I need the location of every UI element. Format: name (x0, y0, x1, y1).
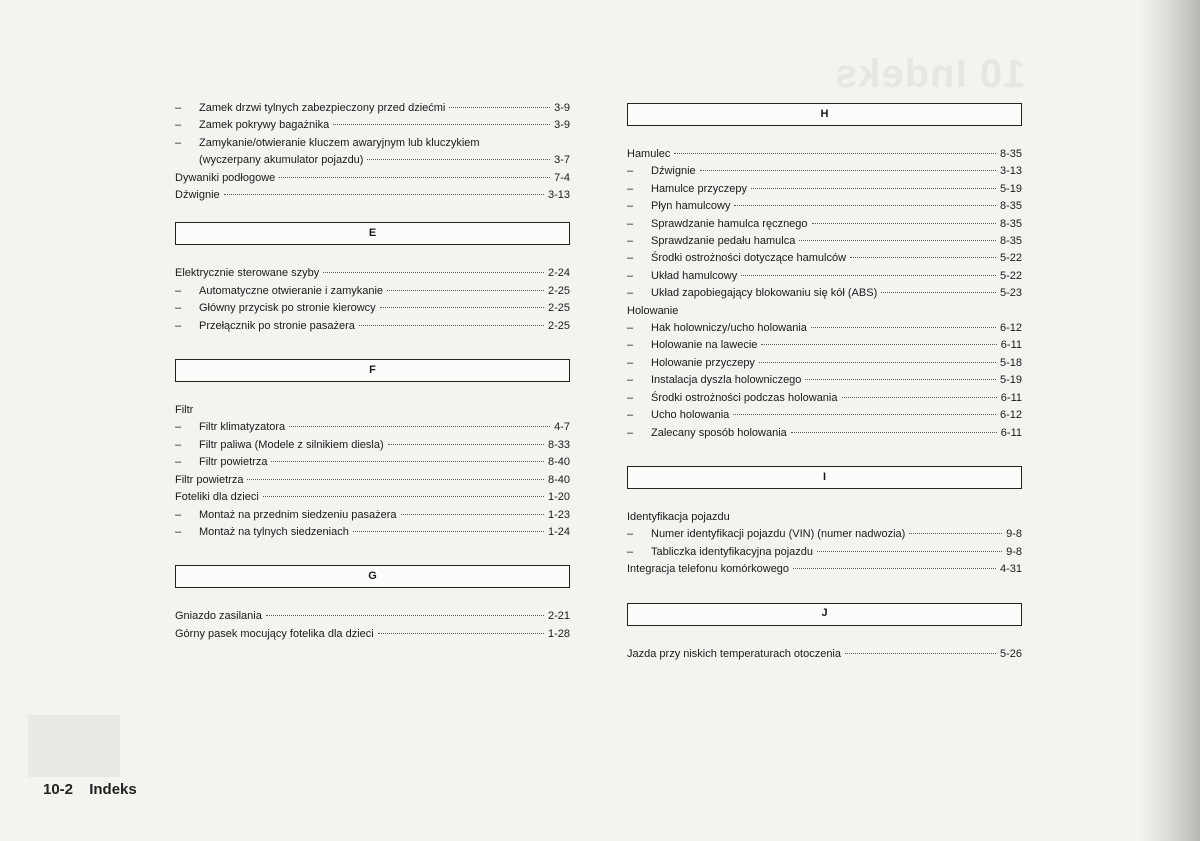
index-subentry (175, 135, 570, 152)
page-footer (43, 781, 137, 798)
index-subentry (175, 283, 570, 300)
index-subentry (627, 320, 1022, 337)
index-subentry (627, 163, 1022, 180)
entry-page: 5-19 (999, 374, 1022, 387)
entry-text: Hak holowniczy/ucho holowania (651, 322, 807, 335)
index-subentry (627, 337, 1022, 354)
bleed-through-title: 10 Indeks (833, 52, 1025, 96)
entry-page: 6-11 (1000, 391, 1022, 404)
entry-dash: – (627, 409, 634, 422)
entry-dash: – (627, 235, 634, 248)
index-column-left (175, 100, 570, 643)
entry-page: 8-33 (547, 438, 570, 451)
section-letter-e: E (175, 222, 570, 245)
index-entry (627, 303, 1022, 320)
entry-page: 4-31 (999, 563, 1022, 576)
index-subentry (175, 437, 570, 454)
entry-page: 6-11 (1000, 339, 1022, 352)
index-subentry (627, 198, 1022, 215)
entry-text: Układ zapobiegający blokowaniu się kół (ABS) (651, 287, 878, 300)
entry-text: Montaż na tylnych siedzeniach (199, 525, 349, 538)
entry-page: 2-24 (547, 267, 570, 280)
index-entry (627, 561, 1022, 578)
index-entry (175, 402, 570, 419)
index-subentry (627, 355, 1022, 372)
entry-page: 1-28 (547, 627, 570, 640)
entry-text: Tabliczka identyfikacyjna pojazdu (651, 545, 814, 558)
footer-label: Indeks (89, 781, 137, 798)
entry-text: Elektrycznie sterowane szyby (175, 267, 320, 280)
leader-dots (359, 325, 544, 326)
entry-text: Filtr powietrza (175, 473, 244, 486)
leader-dots (279, 177, 550, 178)
entry-page: 9-8 (1006, 545, 1022, 558)
index-subentry (627, 216, 1022, 233)
index-entry (627, 146, 1022, 163)
entry-page: 5-22 (999, 269, 1022, 282)
entry-page: 8-35 (999, 200, 1022, 213)
entry-dash: – (175, 525, 182, 538)
leader-dots (323, 272, 544, 273)
leader-dots (817, 551, 1002, 552)
entry-dash: – (175, 136, 182, 149)
entry-page: 5-26 (999, 647, 1022, 660)
entry-text: Foteliki dla dzieci (175, 491, 259, 504)
leader-dots (387, 290, 544, 291)
leader-dots (850, 257, 996, 258)
leader-dots (759, 362, 996, 363)
entry-text: Płyn hamulcowy (651, 200, 731, 213)
leader-dots (224, 194, 544, 195)
index-entry (175, 187, 570, 204)
leader-dots (289, 426, 550, 427)
entry-text: Dźwignie (175, 189, 220, 202)
entry-dash: – (175, 508, 182, 521)
entry-text: Filtr paliwa (Modele z silnikiem diesla) (199, 438, 384, 451)
leader-dots (811, 327, 996, 328)
index-subentry (175, 454, 570, 471)
entry-text: Gniazdo zasilania (175, 610, 262, 623)
entry-dash: – (627, 545, 634, 558)
index-entry (175, 472, 570, 489)
entry-dash: – (627, 356, 634, 369)
entry-dash: – (175, 319, 182, 332)
entry-page: 6-12 (999, 409, 1022, 422)
entry-text: Środki ostrożności dotyczące hamulców (651, 252, 847, 265)
index-subentry (175, 318, 570, 335)
entry-text: Dywaniki podłogowe (175, 171, 276, 184)
entry-page: 8-40 (547, 473, 570, 486)
entry-dash: – (627, 269, 634, 282)
entry-dash: – (175, 456, 182, 469)
entry-text: Ucho holowania (651, 409, 730, 422)
leader-dots (805, 379, 996, 380)
entry-text-continued: (wyczerpany akumulator pojazdu) (199, 154, 364, 167)
leader-dots (700, 170, 996, 171)
index-entry (175, 489, 570, 506)
entry-page: 3-9 (554, 119, 570, 132)
leader-dots (751, 188, 996, 189)
entry-text: Holowanie przyczepy (651, 356, 755, 369)
leader-dots (353, 531, 544, 532)
index-subentry (627, 425, 1022, 442)
entry-dash: – (627, 182, 634, 195)
leader-dots (799, 240, 996, 241)
leader-dots (449, 107, 550, 108)
entry-text: Przełącznik po stronie pasażera (199, 319, 355, 332)
leader-dots (380, 307, 544, 308)
entry-page: 2-25 (547, 302, 570, 315)
leader-dots (333, 124, 550, 125)
entry-text: Zamek pokrywy bagażnika (199, 119, 330, 132)
entry-text: Holowanie na lawecie (651, 339, 758, 352)
section-letter-h: H (627, 103, 1022, 126)
leader-dots (842, 397, 997, 398)
leader-dots (367, 159, 550, 160)
entry-text: Górny pasek mocujący fotelika dla dzieci (175, 627, 374, 640)
leader-dots (791, 432, 997, 433)
entry-dash: – (175, 438, 182, 451)
entry-page: 2-21 (547, 610, 570, 623)
entry-dash: – (175, 302, 182, 315)
leader-dots (378, 633, 544, 634)
entry-page: 3-7 (554, 154, 570, 167)
entry-page: 3-9 (554, 102, 570, 114)
entry-text: Instalacja dyszla holowniczego (651, 374, 802, 387)
leader-dots (401, 514, 544, 515)
index-subentry (627, 233, 1022, 250)
leader-dots (734, 205, 995, 206)
entry-dash: – (627, 200, 634, 213)
index-subentry (627, 181, 1022, 198)
entry-text: Główny przycisk po stronie kierowcy (199, 302, 376, 315)
leader-dots (388, 444, 544, 445)
leader-dots (263, 496, 544, 497)
leader-dots (761, 344, 996, 345)
leader-dots (266, 615, 544, 616)
entry-text: Filtr powietrza (199, 456, 268, 469)
entry-text: Hamulce przyczepy (651, 182, 747, 195)
entry-page: 6-12 (999, 322, 1022, 335)
entry-page: 3-13 (999, 165, 1022, 178)
leader-dots (909, 533, 1002, 534)
entry-page: 8-35 (999, 217, 1022, 230)
index-subentry (627, 390, 1022, 407)
index-subentry (175, 117, 570, 134)
entry-text: Montaż na przednim siedzeniu pasażera (199, 508, 397, 521)
index-subentry (627, 372, 1022, 389)
index-subentry (175, 507, 570, 524)
entry-text: Sprawdzanie pedału hamulca (651, 235, 796, 248)
entry-page: 8-40 (547, 456, 570, 469)
entry-dash: – (627, 339, 634, 352)
index-entry (175, 170, 570, 187)
entry-text: Numer identyfikacji pojazdu (VIN) (numer nadwozia) (651, 528, 906, 541)
entry-text: Integracja telefonu komórkowego (627, 563, 790, 576)
entry-dash: – (175, 284, 182, 297)
index-column-right (627, 103, 1022, 663)
index-subentry (175, 300, 570, 317)
leader-dots (845, 653, 996, 654)
index-entry (627, 646, 1022, 663)
leader-dots (674, 153, 996, 154)
entry-text: Identyfikacja pojazdu (627, 510, 730, 523)
index-subentry (627, 526, 1022, 543)
entry-dash: – (627, 165, 634, 178)
index-subentry (175, 100, 570, 117)
entry-dash: – (627, 374, 634, 387)
corner-shade (28, 715, 120, 777)
index-entry (175, 626, 570, 643)
leader-dots (812, 223, 996, 224)
entry-dash: – (627, 217, 634, 230)
entry-text: Hamulec (627, 148, 671, 160)
index-entry (175, 608, 570, 625)
index-entry (627, 509, 1022, 526)
leader-dots (793, 568, 996, 569)
entry-dash: – (627, 391, 634, 404)
entry-continuation (175, 152, 570, 169)
entry-page: 6-11 (1000, 426, 1022, 439)
entry-text: Filtr (175, 404, 194, 417)
page-edge-shadow (1140, 0, 1200, 841)
entry-page: 5-19 (999, 182, 1022, 195)
entry-dash: – (627, 426, 634, 439)
entry-page: 7-4 (554, 171, 570, 184)
entry-text: Sprawdzanie hamulca ręcznego (651, 217, 808, 230)
section-letter-j: J (627, 603, 1022, 626)
section-letter-g: G (175, 565, 570, 588)
entry-page: 1-24 (547, 525, 570, 538)
entry-text: Holowanie (627, 304, 679, 317)
entry-dash: – (627, 252, 634, 265)
entry-page: 3-13 (547, 189, 570, 202)
entry-dash: – (627, 287, 634, 300)
entry-page: 8-35 (999, 235, 1022, 248)
entry-page: 2-25 (547, 284, 570, 297)
index-subentry (627, 268, 1022, 285)
entry-text: Zalecany sposób holowania (651, 426, 787, 439)
index-subentry (175, 524, 570, 541)
entry-dash: – (175, 102, 182, 114)
index-subentry (175, 419, 570, 436)
entry-text: Filtr klimatyzatora (199, 421, 286, 434)
index-entry (175, 265, 570, 282)
entry-page: 2-25 (547, 319, 570, 332)
index-subentry (627, 544, 1022, 561)
entry-text: Dźwignie (651, 165, 696, 178)
leader-dots (881, 292, 996, 293)
entry-dash: – (627, 528, 634, 541)
index-subentry (627, 407, 1022, 424)
footer-page-number: 10-2 (43, 781, 74, 798)
entry-text: Jazda przy niskich temperaturach otoczenia (627, 647, 841, 660)
entry-page: 1-23 (547, 508, 570, 521)
entry-dash: – (175, 119, 182, 132)
entry-text: Zamykanie/otwieranie kluczem awaryjnym lub kluczykiem (199, 136, 480, 149)
leader-dots (247, 479, 544, 480)
entry-page: 5-23 (999, 287, 1022, 300)
entry-text: Układ hamulcowy (651, 269, 738, 282)
section-letter-i: I (627, 466, 1022, 489)
section-letter-f: F (175, 359, 570, 382)
index-subentry (627, 250, 1022, 267)
entry-page: 4-7 (554, 421, 570, 434)
entry-text: Automatyczne otwieranie i zamykanie (199, 284, 384, 297)
entry-page: 8-35 (999, 148, 1022, 160)
entry-text: Zamek drzwi tylnych zabezpieczony przed dziećmi (199, 102, 446, 114)
entry-page: 5-18 (999, 356, 1022, 369)
leader-dots (741, 275, 996, 276)
entry-page: 1-20 (547, 491, 570, 504)
entry-dash: – (175, 421, 182, 434)
entry-text: Środki ostrożności podczas holowania (651, 391, 838, 404)
leader-dots (733, 414, 996, 415)
index-subentry (627, 285, 1022, 302)
leader-dots (271, 461, 544, 462)
entry-page: 5-22 (999, 252, 1022, 265)
entry-page: 9-8 (1006, 528, 1022, 541)
entry-dash: – (627, 322, 634, 335)
